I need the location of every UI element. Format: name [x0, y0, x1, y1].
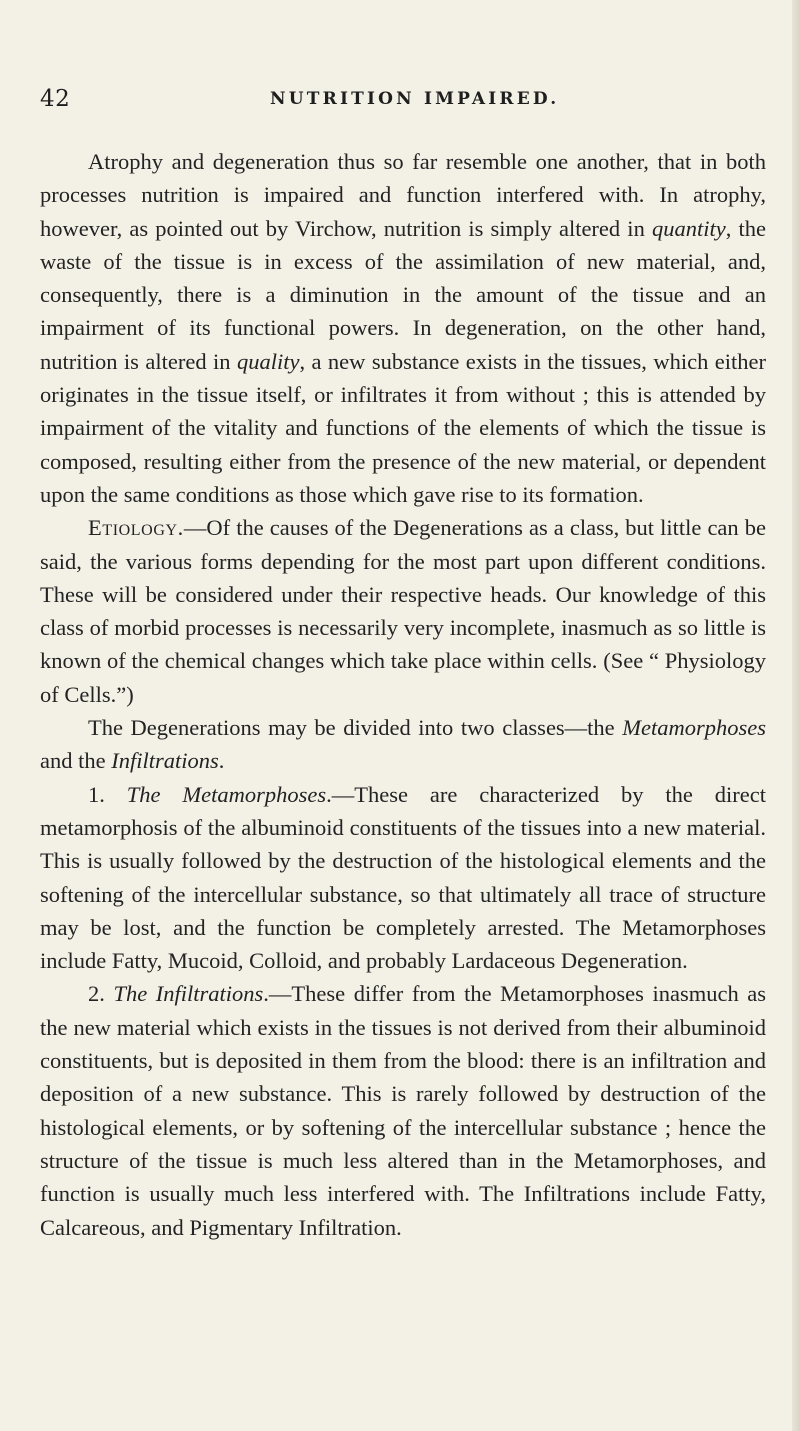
infiltrations-heading: The Infiltrations: [113, 981, 264, 1007]
metamorphoses-heading: The Metamorphoses: [126, 781, 327, 807]
emphasis-quantity: quantity: [651, 215, 726, 241]
body-text: [40, 145, 766, 1244]
emphasis-quality: quality: [236, 348, 300, 374]
paragraph-infiltrations: 2. The Infiltrations.—These differ from the Metamorphoses inasmuch as the new material which exists in the tissues is not derived from their albuminoid constituents, but is deposited in them from the blood: there is an infiltration and deposition of a new substance. This is rarely followed by destruction of the histological elements, or by softening of the intercellular substance ; hence the structure of the tissue is much less altered than in the Metamorphoses, and function is usually much less interfered with. The Infiltrations include Fatty, Calcareous, and Pigmentary Infiltration.: [40, 981, 766, 1240]
page-number: 42: [40, 86, 71, 112]
paragraph-classes: The Degenerations may be divided into two classes—the Metamorphoses and the Infiltrations.: [40, 715, 766, 774]
emphasis-metamorphoses: Metamorphoses: [622, 715, 766, 741]
page-header: [40, 86, 770, 116]
paragraph-etiology: Etiology.—Of the causes of the Degenerations as a class, but little can be said, the various forms depending for the most part upon different conditions. These will be considered under their respective heads. Our knowledge of this class of morbid processes is necessarily very incomplete, inasmuch as so little is known of the chemical changes which take place within cells. (See “ Physiology of Cells.”): [40, 515, 766, 707]
running-head: NUTRITION IMPAIRED.: [270, 89, 560, 109]
etiology-heading: Etiology.: [88, 515, 184, 541]
paragraph-metamorphoses: 1. The Metamorphoses.—These are characterized by the direct metamorphosis of the albuminoid constituents of the tissues into a new material. This is usually followed by the destruction of the histological elements and the softening of the intercellular substance, so that ultimately all trace of structure may be lost, and the function be completely arrested. The Metamorphoses include Fatty, Mucoid, Colloid, and probably Lardaceous Degeneration.: [40, 781, 766, 974]
paragraph-atrophy: Atrophy and degeneration thus so far resemble one another, that in both processes nutrition is impaired and function interfered with. In atrophy, however, as pointed out by Virchow, nutrition is simply altered in quantity, the waste of the tissue is in excess of the assimilation of new material, and, consequently, there is a diminution in the amount of the tissue and an impairment of its functional powers. In degeneration, on the other hand, nutrition is altered in quality, a new substance exists in the tissues, which either originates in the tissue itself, or infiltrates it from without ; this is attended by impairment of the vitality and functions of the elements of which the tissue is composed, resulting either from the presence of the new material, or dependent upon the same conditions as those which gave rise to its formation.: [40, 149, 766, 507]
emphasis-infiltrations: Infiltrations: [111, 748, 219, 774]
page-edge: [792, 0, 800, 1431]
